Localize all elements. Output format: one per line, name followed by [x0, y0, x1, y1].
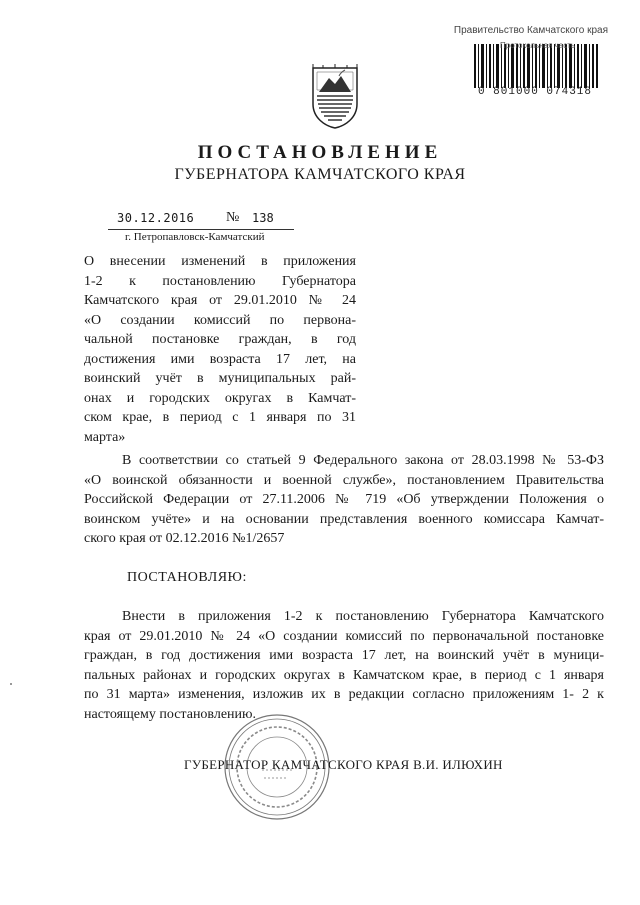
subject-line: ском крае, в период с 1 января по 31	[84, 410, 356, 425]
paragraph-line: пальных районах и городских округах в Камчатском крае, в период с 1 января	[84, 667, 604, 683]
paragraph-line: граждан, в год достижения ими возраста 17 лет, на воинский учёт в муници-	[84, 648, 604, 663]
barcode	[466, 40, 606, 110]
number-sign: №	[226, 210, 240, 225]
subject-line: О внесении изменений в приложения	[84, 254, 356, 269]
subject-line: Камчатского края от 29.01.2010 № 24	[84, 293, 356, 308]
paragraph-line: ского края от 02.12.2016 №1/2657	[84, 531, 285, 546]
document-number: 138	[252, 211, 274, 225]
document-city: г. Петропавловск-Камчатский	[125, 231, 265, 243]
decree-word: ПОСТАНОВЛЯЮ:	[127, 570, 247, 585]
subject-line: онах и городских округах в Камчат-	[84, 390, 356, 406]
subject-line: 1-2 к постановлению Губернатора	[84, 273, 356, 289]
decree-paragraph	[84, 607, 604, 724]
subject-line: «О создании комиссий по первона-	[84, 312, 356, 328]
subject-line: чальной постановке граждан, в год	[84, 332, 356, 347]
governor-signature-line: ГУБЕРНАТОР КАМЧАТСКОГО КРАЯ В.И. ИЛЮХИН	[184, 757, 503, 772]
kamchatka-emblem-icon	[309, 64, 361, 130]
preamble-paragraph	[84, 451, 604, 549]
paragraph-line: В соответствии со статьей 9 Федерального закона от 28.03.1998 № 53-ФЗ	[122, 453, 604, 468]
paragraph-line: настоящему постановлению.	[84, 706, 256, 722]
paragraph-line: «О воинской обязанности и военной службе», постановлением Правительства	[84, 472, 604, 488]
date-underline	[108, 229, 294, 230]
paragraph-line: по 31 марта» изменения, изложив их в редакции согласно приложениям 1- 2 к	[84, 687, 604, 702]
paragraph-line: края от 29.01.2010 № 24 «О создании комиссий по первоначальной постановке	[84, 628, 604, 644]
scan-speck	[10, 683, 12, 685]
document-subtitle: ГУБЕРНАТОРА КАМЧАТСКОГО КРАЯ	[174, 166, 466, 183]
paragraph-line: Российской Федерации от 27.11.2006 № 719 «Об утверждении Положения о	[84, 492, 604, 507]
document-date: 30.12.2016	[117, 211, 195, 225]
subject-line: воинский учёт в муниципальных рай-	[84, 371, 356, 386]
subject-line: марта»	[84, 429, 126, 445]
subject-line: достижения ими возраста 17 лет, на	[84, 351, 356, 367]
document-title: ПОСТАНОВЛЕНИЕ	[197, 142, 443, 163]
document-subject	[84, 252, 356, 447]
barcode-number: 0 801000 074318	[477, 86, 593, 98]
barcode-part-label: Протокольная часть	[500, 41, 576, 50]
paragraph-line: Внести в приложения 1-2 к постановлению Губернатора Камчатского	[122, 609, 604, 624]
paragraph-line: воинском учёте» и на основании представления военного комиссара Камчат-	[84, 511, 604, 527]
barcode-organization: Правительство Камчатского края	[453, 25, 608, 36]
